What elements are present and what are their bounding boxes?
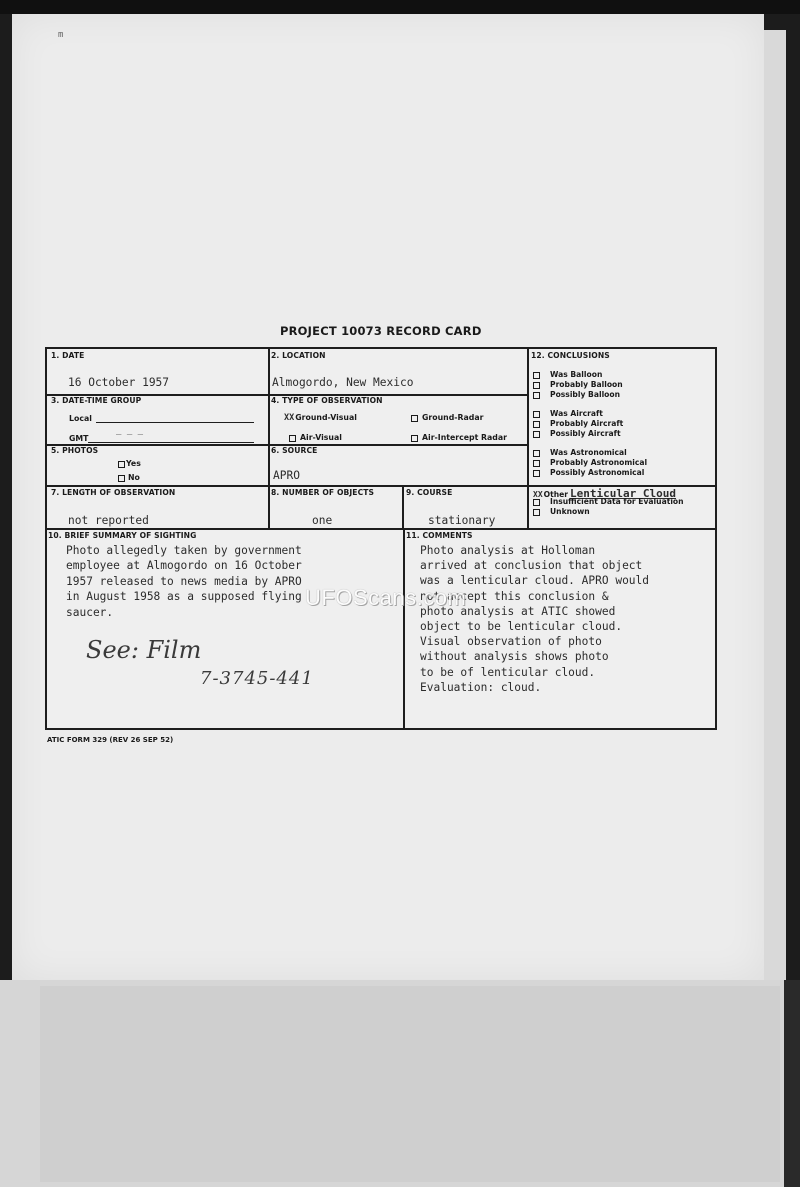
brief-summary-label: 10. BRIEF SUMMARY OF SIGHTING xyxy=(48,531,197,540)
conclusion-possibly-aircraft: Possibly Aircraft xyxy=(533,429,621,438)
conclusion-was-astronomical: Was Astronomical xyxy=(533,448,627,457)
conclusion-probably-balloon: Probably Balloon xyxy=(533,380,623,389)
date-label: 1. DATE xyxy=(51,351,85,360)
corner-mark: m xyxy=(58,30,64,40)
date-time-group-label: 3. DATE-TIME GROUP xyxy=(51,396,142,405)
form-id: ATIC FORM 329 (REV 26 SEP 52) xyxy=(47,736,174,744)
conclusion-was-balloon: Was Balloon xyxy=(533,370,602,379)
conclusion-possibly-astronomical: Possibly Astronomical xyxy=(533,468,644,477)
summary-line: 1957 released to news media by APRO xyxy=(66,574,302,588)
local-label: Local xyxy=(69,414,92,423)
number-of-objects-value: one xyxy=(312,514,333,527)
checkbox-icon xyxy=(533,499,540,506)
conclusion-other: XXOther Lenticular Cloud xyxy=(533,487,676,500)
checkbox-icon xyxy=(533,509,540,516)
sheet-edge xyxy=(764,30,786,980)
comment-line: object to be lenticular cloud. xyxy=(420,620,623,634)
checkbox-icon xyxy=(289,435,296,442)
comment-line: Visual observation of photo xyxy=(420,635,602,649)
checkbox-icon xyxy=(533,421,540,428)
conclusion-was-aircraft: Was Aircraft xyxy=(533,409,603,418)
summary-line: Photo allegedly taken by government xyxy=(66,544,302,557)
location-value: Almogordo, New Mexico xyxy=(272,376,414,389)
conclusion-unknown: Unknown xyxy=(533,507,590,516)
date-value: 16 October 1957 xyxy=(68,376,170,389)
gmt-value: _ _ _ xyxy=(116,426,144,436)
checkbox-icon xyxy=(533,372,540,379)
checkbox-icon xyxy=(533,470,540,477)
type-of-observation-label: 4. TYPE OF OBSERVATION xyxy=(271,396,383,405)
checkbox-icon xyxy=(118,461,125,468)
gmt-line xyxy=(88,442,254,443)
conclusions-label: 12. CONCLUSIONS xyxy=(531,351,610,360)
checkbox-icon xyxy=(118,475,125,482)
checkbox-icon xyxy=(533,450,540,457)
checkbox-icon xyxy=(533,460,540,467)
observation-ground-visual: XXGround-Visual xyxy=(284,413,357,423)
comment-line: was a lenticular cloud. APRO would xyxy=(420,574,650,588)
length-of-observation-value: not reported xyxy=(68,514,149,527)
observation-air-intercept-radar: Air-Intercept Radar xyxy=(411,433,507,442)
local-line xyxy=(96,422,254,423)
summary-line: employee at Almogordo on 16 October xyxy=(66,559,302,573)
location-label: 2. LOCATION xyxy=(271,351,326,360)
other-check-mark: XX xyxy=(533,490,543,499)
comment-line: to be of lenticular cloud. xyxy=(420,665,596,679)
observation-air-visual: Air-Visual xyxy=(289,433,342,442)
source-value: APRO xyxy=(273,469,300,482)
watermark: UFOScans.com xyxy=(305,585,467,610)
comment-line: arrived at conclusion that object xyxy=(420,559,643,573)
course-value: stationary xyxy=(428,514,496,527)
handwritten-note-line1: See: Film xyxy=(86,636,202,664)
comment-line: Photo analysis at Holloman xyxy=(420,544,596,557)
summary-line: saucer. xyxy=(66,605,114,619)
checkbox-icon xyxy=(533,411,540,418)
checkbox-icon xyxy=(411,435,418,442)
comment-line: without analysis shows photo xyxy=(420,650,609,664)
comments-label: 11. COMMENTS xyxy=(406,531,473,540)
comment-line: not accept this conclusion & xyxy=(420,589,609,603)
checkbox-icon xyxy=(533,382,540,389)
photos-label: 5. PHOTOS xyxy=(51,446,99,455)
comment-line: photo analysis at ATIC showed xyxy=(420,604,616,618)
length-of-observation-label: 7. LENGTH OF OBSERVATION xyxy=(51,488,176,497)
observation-ground-radar: Ground-Radar xyxy=(411,413,483,422)
comment-line: Evaluation: cloud. xyxy=(420,680,542,694)
checkbox-icon xyxy=(411,415,418,422)
observation-check-mark: XX xyxy=(284,413,295,423)
lower-film-strip xyxy=(0,980,800,1187)
other-value: Lenticular Cloud xyxy=(570,487,676,500)
conclusion-insufficient-data: Insufficient Data for Evaluation xyxy=(533,497,684,506)
conclusion-probably-aircraft: Probably Aircraft xyxy=(533,419,623,428)
film-edge xyxy=(784,980,800,1187)
card-title: PROJECT 10073 RECORD CARD xyxy=(280,324,482,338)
photos-no: No xyxy=(118,473,140,482)
brief-summary-text xyxy=(66,543,302,620)
checkbox-icon xyxy=(533,431,540,438)
handwritten-note-line2: 7-3745-441 xyxy=(200,668,314,689)
summary-line: in August 1958 as a supposed flying xyxy=(66,590,302,604)
photos-yes: Yes xyxy=(118,459,141,468)
conclusion-probably-astronomical: Probably Astronomical xyxy=(533,458,647,467)
conclusion-possibly-balloon: Possibly Balloon xyxy=(533,390,620,399)
film-border xyxy=(0,0,800,14)
number-of-objects-label: 8. NUMBER OF OBJECTS xyxy=(271,488,375,497)
comments-text xyxy=(420,543,649,695)
gmt-label: GMT xyxy=(69,434,89,443)
course-label: 9. COURSE xyxy=(406,488,453,497)
source-label: 6. SOURCE xyxy=(271,446,318,455)
checkbox-icon xyxy=(533,392,540,399)
